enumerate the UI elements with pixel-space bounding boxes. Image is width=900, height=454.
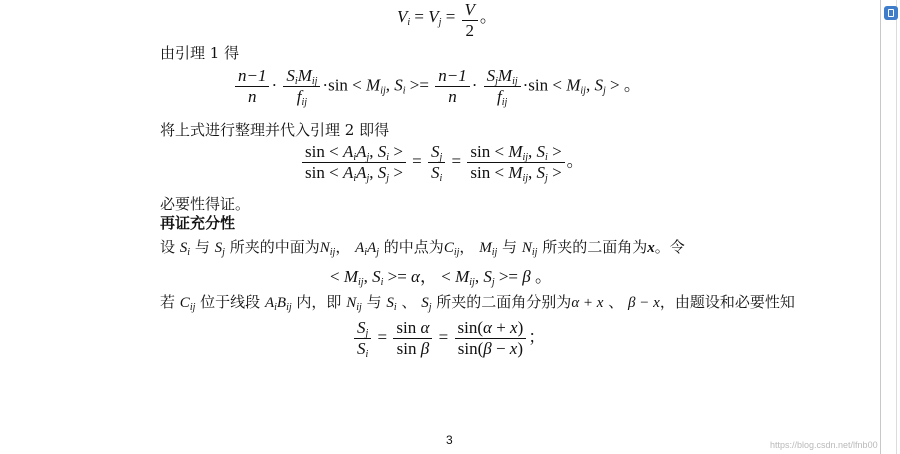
equation-1: $\frac{n-1}{n}$ · $\frac{S_iM_{ij}}{f_{ij}}$ $\cdot\sin < M_{ij}$, $S_i$ >= $\frac{n-1}{n}$ · $\frac{S_jM_{ij}}{f_{ij}}$ $\cdot\sin < M_{ij}$, $S_j$ > 。 [233,66,641,107]
translate-icon[interactable] [884,6,898,20]
heading-sufficiency: 再证充分性 [160,214,236,232]
watermark: https://blog.csdn.net/lfnb00 [770,440,878,450]
equation-2: $\frac{\sin < A_iA_j, S_i >}{\sin < A_iA_j, S_j >}$ = $\frac{S_j}{S_i}$ = $\frac{\sin < M_{ij}, S_i >}{\sin < M_{ij}, S_j >}$ 。 [300,142,584,183]
equation-3: < $M_{ij}$, $S_i >= \alpha$， < $M_{ij}$, $S_j >= \beta$ 。 [330,267,552,288]
text-definitions: 设 $S_i$ 与 $S_j$ 所夹的中面为$N_{ij}$， $A_iA_j$ 的中点为$C_{ij}$， $M_{ij}$ 与 $N_{ij}$ 所夹的二面角为x。令 [160,238,685,258]
equation-volume: $V_i = V_j$ = $\frac{V}{2}$ 。 [397,0,497,40]
text-condition: 若 $C_{ij}$ 位于线段 $A_iB_{ij}$ 内，即 $N_{ij}$ 与 $S_i$ 、 $S_j$ 所夹的二面角分别为α + x 、 β − x，由题设和必要性知 [160,293,795,313]
page-border [880,0,881,454]
equation-4: $\frac{S_j}{S_i}$ = $\frac{\text{sin α}}{\text{sin β}}$ = $\frac{\sin(\alpha + x)}{\sin(\beta - x)}$ ； [352,318,545,359]
text-necessity-proved: 必要性得证。 [160,195,251,213]
scrollbar-track[interactable] [896,0,897,454]
text-lemma1: 由引理 1 得 [160,44,240,62]
page-number: 3 [446,433,453,447]
text-lemma2: 将上式进行整理并代入引理 2 即得 [160,121,390,139]
